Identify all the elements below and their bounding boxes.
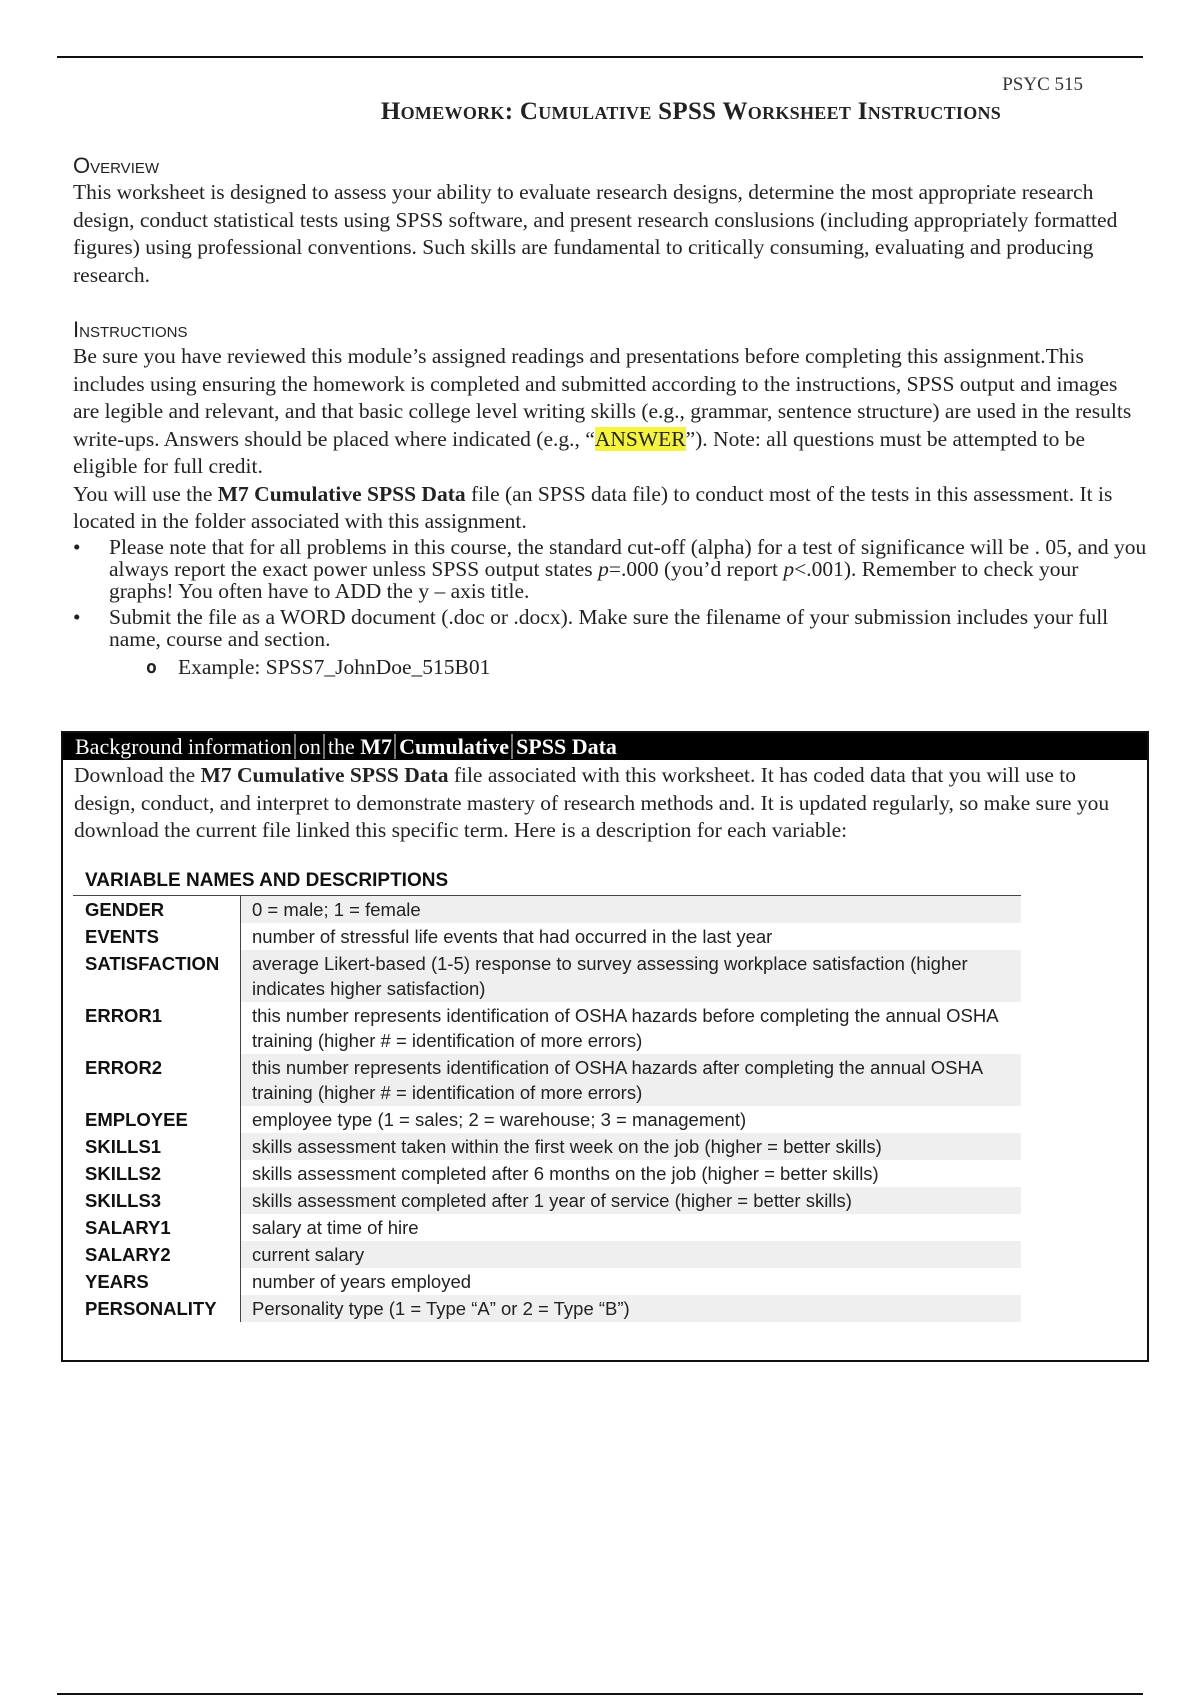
overview-text: This worksheet is designed to assess your ability to evaluate research designs, determine the most appropriate research design, conduct statistical tests using SPSS software, and present research conslusions (including appropriately formatted figures) using professional conventions. Such skills are fundamental to critically consuming, evaluating and producing research. (73, 180, 1118, 287)
variable-description: skills assessment completed after 6 months on the job (higher = better skills) (252, 1163, 879, 1184)
variable-name: SKILLS3 (73, 1187, 241, 1214)
variable-row (73, 1133, 1021, 1160)
background-info-box (61, 731, 1149, 1362)
variable-row (73, 1295, 1021, 1322)
variable-name: SKILLS2 (73, 1160, 241, 1187)
variable-name: EMPLOYEE (73, 1106, 241, 1133)
variable-table (73, 870, 1021, 1322)
main-content (73, 153, 1148, 680)
top-rule (57, 56, 1143, 58)
variable-row (73, 1214, 1021, 1241)
bottom-rule (57, 1693, 1143, 1695)
variable-name: PERSONALITY (73, 1295, 241, 1322)
variable-description: salary at time of hire (252, 1217, 419, 1238)
variable-description: number of stressful life events that had occurred in the last year (252, 926, 773, 947)
variable-name: EVENTS (73, 923, 241, 950)
variable-description: employee type (1 = sales; 2 = warehouse; 3 = management) (252, 1109, 747, 1130)
variable-row (73, 1268, 1021, 1295)
variable-description: number of years employed (252, 1271, 472, 1292)
variable-name: ERROR2 (73, 1054, 241, 1106)
variable-description: this number represents identification of OSHA hazards before completing the annual OSHA training (higher # = identification of more errors) (252, 1005, 998, 1051)
variable-name: SALARY2 (73, 1241, 241, 1268)
bullet-submit-note: • Submit the file as a WORD document (.doc or .docx). Make sure the filename of your submission includes your full name, course and section. (109, 606, 1148, 650)
variable-description: skills assessment taken within the first week on the job (higher = better skills) (241, 1133, 1022, 1160)
background-info-text: Download the M7 Cumulative SPSS Data file associated with this worksheet. It has coded data that you will use to design, conduct, and interpret to demonstrate mastery of research methods and. It is updated regularly, so make sure you download the current file linked this specific term. Here is a description for each variable: (74, 763, 1110, 842)
answer-highlight: ANSWER (594, 426, 686, 451)
instructions-paragraph-1: Be sure you have reviewed this module’s assigned readings and presentations before completing this assignment.This includes using ensuring the homework is completed and submitted according to the instructions, SPSS output and images are legible and relevant, and that basic college level writing skills (e.g., grammar, sentence structure) are used in the results write-ups. Answers should be placed where indicated (e.g., “ANSWER”). Note: all questions must be attempted to be eligible for full credit. (73, 344, 1132, 478)
instructions-heading: Instructions (73, 317, 188, 342)
instructions-bullet-list (73, 536, 1148, 650)
variable-description: skills assessment completed after 1 year of service (higher = better skills) (241, 1187, 1022, 1214)
variable-row (73, 1160, 1021, 1187)
variable-description: current salary (241, 1241, 1022, 1268)
variable-name: GENDER (73, 896, 241, 923)
variable-name: YEARS (73, 1268, 241, 1295)
variable-row (73, 950, 1021, 1002)
filename-example: o Example: SPSS7_JohnDoe_515B01 (178, 654, 1148, 680)
variable-row (73, 923, 1021, 950)
variable-row (73, 1106, 1021, 1133)
variable-name: SALARY1 (73, 1214, 241, 1241)
document-title: Homework: Cumulative SPSS Worksheet Instructions (380, 98, 1002, 125)
variable-description: this number represents identification of OSHA hazards after completing the annual OSHA training (higher # = identification of more errors) (241, 1054, 1022, 1106)
variable-row (73, 896, 1021, 923)
variable-row (73, 1054, 1021, 1106)
background-info-header: Background information on the M7 Cumulative SPSS Data (63, 733, 1147, 760)
instructions-paragraph-2: You will use the M7 Cumulative SPSS Data file (an SPSS data file) to conduct most of the tests in this assessment. It is located in the folder associated with this assignment. (73, 481, 1113, 533)
variable-name: SKILLS1 (73, 1133, 241, 1160)
variable-description: average Likert-based (1-5) response to survey assessing workplace satisfaction (higher indicates higher satisfaction) (241, 950, 1022, 1002)
variable-row (73, 1002, 1021, 1054)
variable-table-caption: VARIABLE NAMES AND DESCRIPTIONS (73, 870, 1021, 896)
variable-description: Personality type (1 = Type “A” or 2 = Type “B”) (241, 1295, 1022, 1322)
course-code: PSYC 515 (1002, 74, 1083, 95)
variable-name: SATISFACTION (73, 950, 241, 1002)
variable-name: ERROR1 (73, 1002, 241, 1054)
variable-description: 0 = male; 1 = female (241, 896, 1022, 923)
bullet-alpha-note: • Please note that for all problems in this course, the standard cut-off (alpha) for a test of significance will be . 05, and you always report the exact power unless SPSS output states p=.000 (you’d report p<.001). Remember to check your graphs! You often have to ADD the y – axis title. (109, 536, 1148, 602)
variable-row (73, 1241, 1021, 1268)
variable-row (73, 1187, 1021, 1214)
overview-heading: Overview (73, 153, 160, 178)
